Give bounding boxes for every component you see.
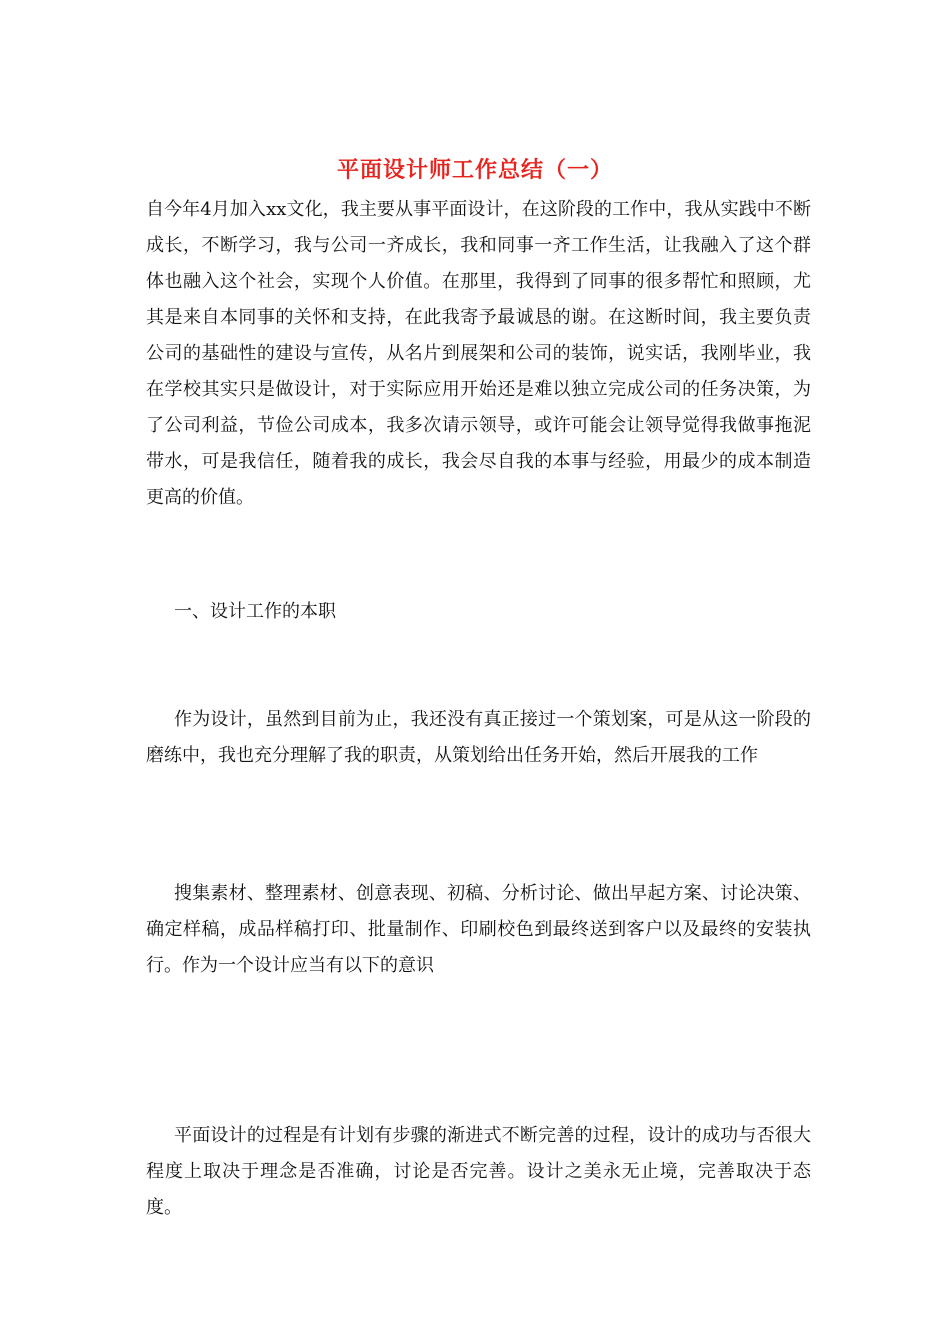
design-process-paragraph: 平面设计的过程是有计划有步骤的渐进式不断完善的过程，设计的成功与否很大程度上取决于理念是否准确，讨论是否完善。设计之美永无止境，完善取决于态度。: [146, 1125, 811, 1218]
section-heading: 一、设计工作的本职: [174, 601, 336, 622]
intro-paragraph: 自今年4月加入xx文化，我主要从事平面设计，在这阶段的工作中，我从实践中不断成长，不断学习，我与公司一齐成长，我和同事一齐工作生活，让我融入了这个群体也融入这个社会，实现个人价值。在那里，我得到了同事的很多帮忙和照顾，尤其是来自本同事的关怀和支持，在此我寄予最诚恳的谢。在这断时间，我主要负责公司的基础性的建设与宣传，从名片到展架和公司的装饰，说实话，我刚毕业，我在学校其实只是做设计，对于实际应用开始还是难以独立完成公司的任务决策，为了公司利益，节俭公司成本，我多次请示领导，或许可能会让领导觉得我做事拖泥带水，可是我信任，随着我的成长，我会尽自我的本事与经验，用最少的成本制造更高的价值。: [146, 199, 811, 508]
duty-paragraph: 作为设计，虽然到目前为止，我还没有真正接过一个策划案，可是从这一阶段的磨练中，我也充分理解了我的职责，从策划给出任务开始，然后开展我的工作: [146, 709, 811, 766]
document-title: 平面设计师工作总结（一）: [336, 157, 613, 183]
workflow-steps-paragraph: 搜集素材、整理素材、创意表现、初稿、分析讨论、做出早起方案、讨论决策、确定样稿，成品样稿打印、批量制作、印刷校色到最终送到客户以及最终的安装执行。作为一个设计应当有以下的意识: [146, 883, 811, 976]
